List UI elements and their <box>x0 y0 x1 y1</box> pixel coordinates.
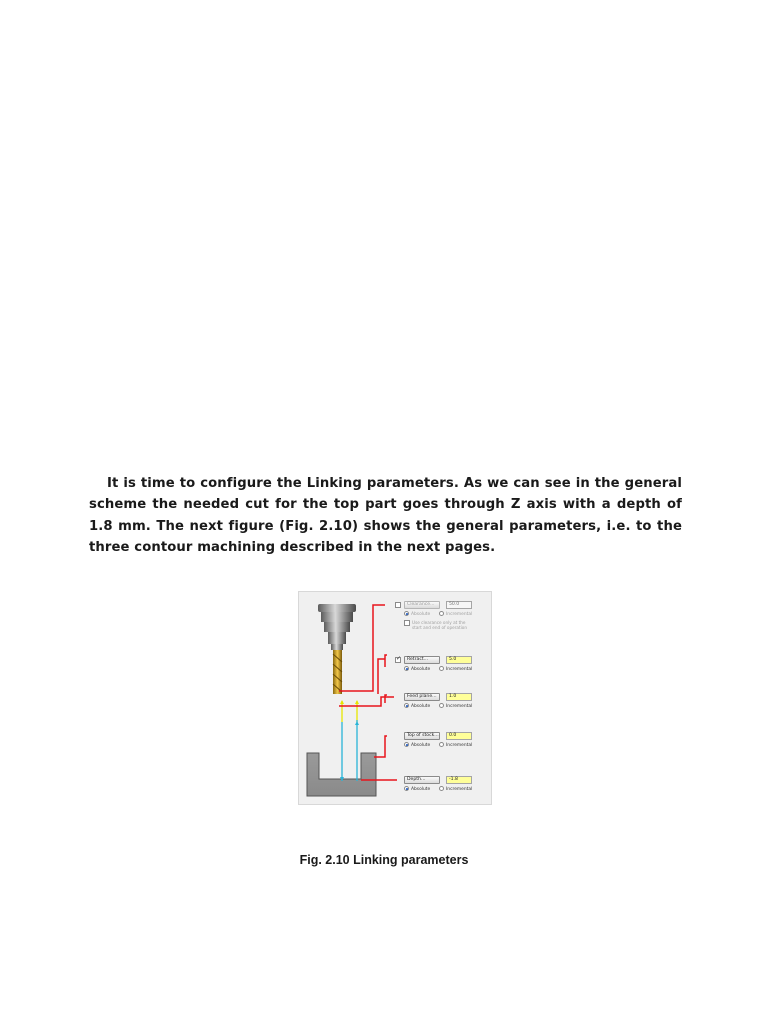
tool-holder <box>318 604 356 650</box>
radio-dot-icon <box>439 611 444 616</box>
feed-plane-field[interactable]: 1.0 <box>446 693 472 701</box>
depth-field[interactable]: -1.8 <box>446 776 472 784</box>
retract-field[interactable]: 5.0 <box>446 656 472 664</box>
clearance-note-line1: Use clearance only at the <box>412 620 466 625</box>
feed-plane-absolute-radio[interactable]: Absolute <box>404 703 430 710</box>
clearance-incremental-radio[interactable]: Incremental <box>439 611 472 618</box>
depth-incremental-radio[interactable]: Incremental <box>439 786 472 793</box>
top-of-stock-incremental-radio[interactable]: Incremental <box>439 742 472 749</box>
feed-plane-button[interactable]: Feed plane... <box>404 693 440 701</box>
radio-dot-icon <box>404 611 409 616</box>
linking-parameters-figure <box>298 591 492 805</box>
retract-checkbox[interactable] <box>395 657 401 663</box>
radio-dot-icon <box>404 786 409 791</box>
retract-incremental-radio[interactable]: Incremental <box>439 666 472 673</box>
radio-dot-icon <box>404 666 409 671</box>
radio-dot-icon <box>439 742 444 747</box>
retract-button[interactable]: Retract... <box>404 656 440 664</box>
clearance-button[interactable]: Clearance... <box>404 601 440 609</box>
radio-dot-icon <box>404 703 409 708</box>
top-of-stock-button[interactable]: Top of stock... <box>404 732 440 740</box>
top-of-stock-absolute-radio[interactable]: Absolute <box>404 742 430 749</box>
body-paragraph: It is time to configure the Linking parameters. As we can see in the general scheme the needed cut for the top part goes through Z axis with a depth of 1.8 mm. The next figure (Fig. 2.10) shows the general parameters, i.e. to the three contour machining described in the next pages. <box>89 476 682 556</box>
radio-dot-icon <box>439 703 444 708</box>
depth-absolute-radio[interactable]: Absolute <box>404 786 430 793</box>
feed-plane-incremental-radio[interactable]: Incremental <box>439 703 472 710</box>
radio-dot-icon <box>439 786 444 791</box>
clearance-field[interactable]: 50.0 <box>446 601 472 609</box>
retract-absolute-radio[interactable]: Absolute <box>404 666 430 673</box>
drill-bit <box>333 650 342 694</box>
depth-button[interactable]: Depth... <box>404 776 440 784</box>
clearance-only-checkbox[interactable] <box>404 620 410 626</box>
radio-dot-icon <box>439 666 444 671</box>
radio-dot-icon <box>404 742 409 747</box>
clearance-checkbox[interactable] <box>395 602 401 608</box>
clearance-absolute-radio[interactable]: Absolute <box>404 611 430 618</box>
top-of-stock-field[interactable]: 0.0 <box>446 732 472 740</box>
figure-caption: Fig. 2.10 Linking parameters <box>299 853 469 867</box>
clearance-note-line2: start and end of operation <box>412 625 467 630</box>
